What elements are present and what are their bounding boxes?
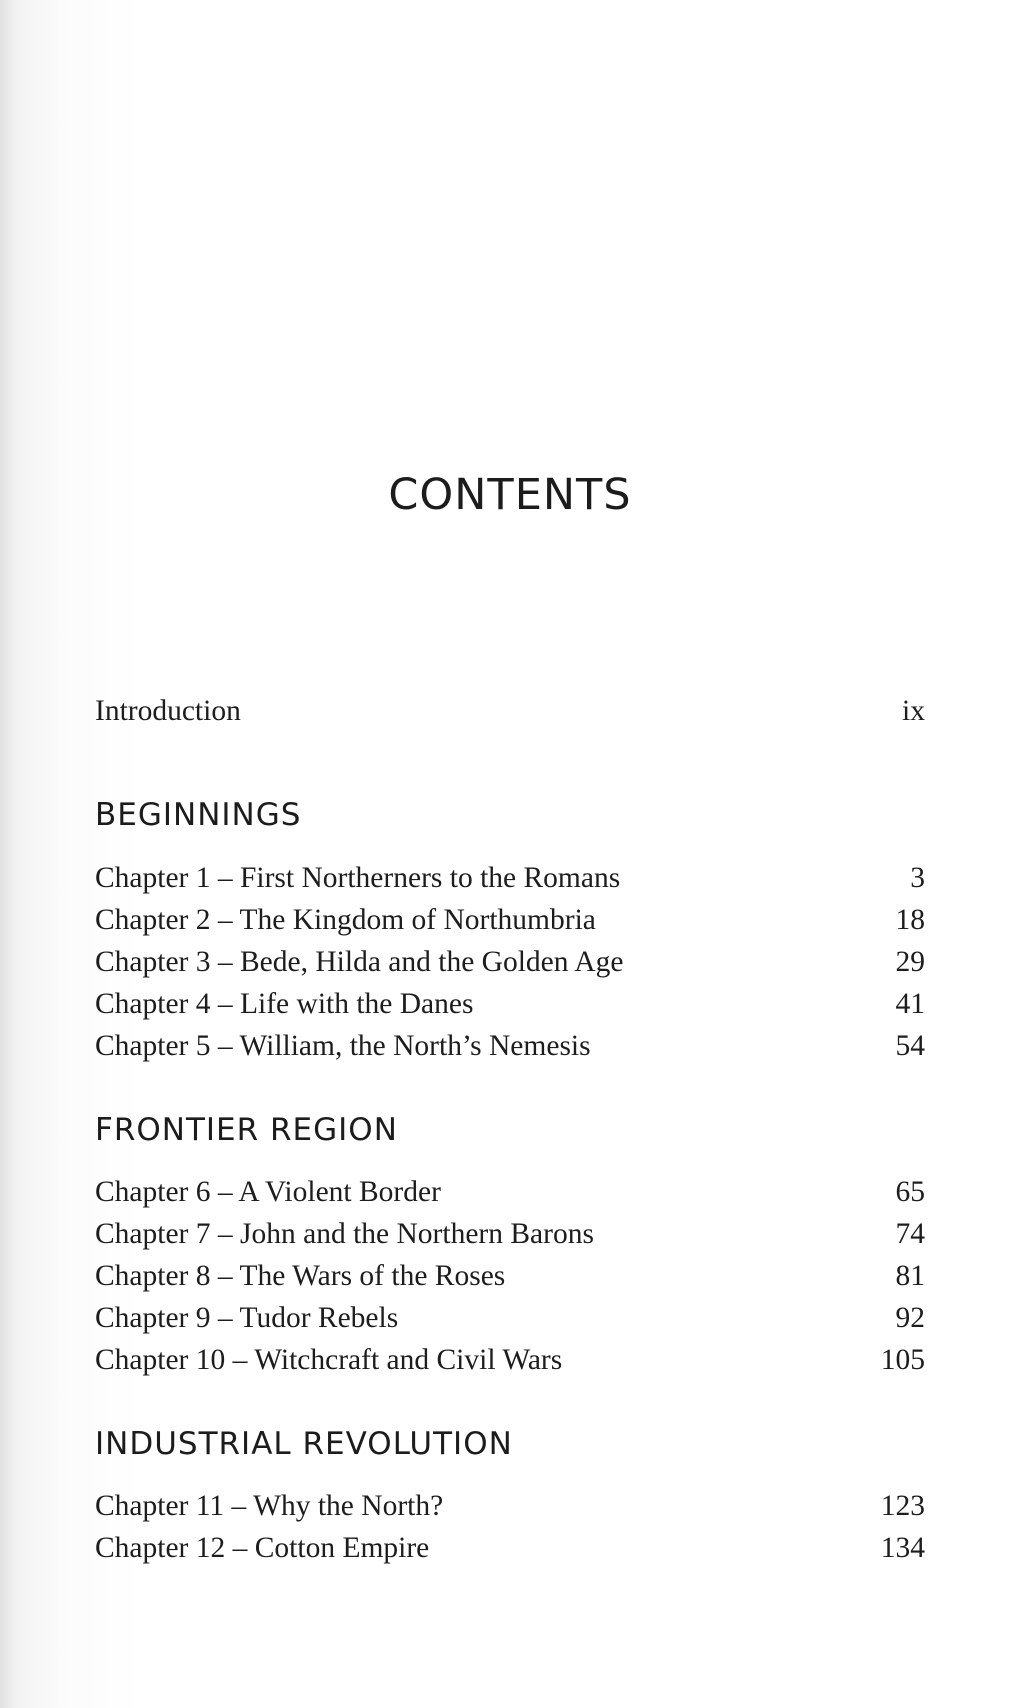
toc-entry-chapter-12[interactable] xyxy=(95,1532,925,1574)
toc-entry-page: 29 xyxy=(895,946,925,978)
toc-entry-label: Chapter 8 – The Wars of the Roses xyxy=(95,1260,506,1292)
toc-entry-chapter-10[interactable] xyxy=(95,1344,925,1386)
toc-entry-page: 92 xyxy=(895,1302,925,1334)
toc-entry-chapter-1[interactable] xyxy=(95,862,925,904)
toc-entry-label: Chapter 10 – Witchcraft and Civil Wars xyxy=(95,1344,563,1376)
toc-entry-chapter-11[interactable] xyxy=(95,1490,925,1532)
toc-entry-page: 18 xyxy=(895,904,925,936)
section-heading-frontier-region: FRONTIER REGION xyxy=(95,1112,398,1148)
toc-entry-page: ix xyxy=(902,695,925,727)
toc-entry-page: 123 xyxy=(880,1490,925,1522)
toc-entry-label: Chapter 3 – Bede, Hilda and the Golden Age xyxy=(95,946,624,978)
toc-entry-chapter-6[interactable] xyxy=(95,1176,925,1218)
toc-entry-label: Chapter 1 – First Northerners to the Romans xyxy=(95,862,621,894)
toc-entry-chapter-9[interactable] xyxy=(95,1302,925,1344)
toc-entry-label: Chapter 2 – The Kingdom of Northumbria xyxy=(95,904,596,936)
toc-entry-chapter-2[interactable] xyxy=(95,904,925,946)
toc-entry-chapter-7[interactable] xyxy=(95,1218,925,1260)
section-heading-beginnings: BEGINNINGS xyxy=(95,797,302,833)
toc-entry-page: 134 xyxy=(880,1532,925,1564)
page-title: CONTENTS xyxy=(388,470,632,520)
toc-entry-chapter-4[interactable] xyxy=(95,988,925,1030)
toc-entry-introduction[interactable] xyxy=(95,695,925,737)
toc-entry-label: Introduction xyxy=(95,695,241,727)
toc-entry-label: Chapter 4 – Life with the Danes xyxy=(95,988,474,1020)
toc-entry-page: 74 xyxy=(895,1218,925,1250)
toc-entry-page: 3 xyxy=(910,862,925,894)
toc-entry-page: 54 xyxy=(895,1030,925,1062)
toc-entry-label: Chapter 11 – Why the North? xyxy=(95,1490,444,1522)
toc-entry-label: Chapter 5 – William, the North’s Nemesis xyxy=(95,1030,591,1062)
toc-entry-label: Chapter 7 – John and the Northern Barons xyxy=(95,1218,594,1250)
toc-entry-chapter-5[interactable] xyxy=(95,1030,925,1072)
toc-entry-chapter-8[interactable] xyxy=(95,1260,925,1302)
toc-entry-label: Chapter 6 – A Violent Border xyxy=(95,1176,441,1208)
toc-entry-page: 81 xyxy=(895,1260,925,1292)
toc-entry-page: 105 xyxy=(880,1344,925,1376)
toc-entry-label: Chapter 12 – Cotton Empire xyxy=(95,1532,430,1564)
toc-entry-chapter-3[interactable] xyxy=(95,946,925,988)
toc-entry-page: 41 xyxy=(895,988,925,1020)
toc-entry-page: 65 xyxy=(895,1176,925,1208)
section-heading-industrial-revolution: INDUSTRIAL REVOLUTION xyxy=(95,1426,513,1462)
toc-entry-label: Chapter 9 – Tudor Rebels xyxy=(95,1302,399,1334)
